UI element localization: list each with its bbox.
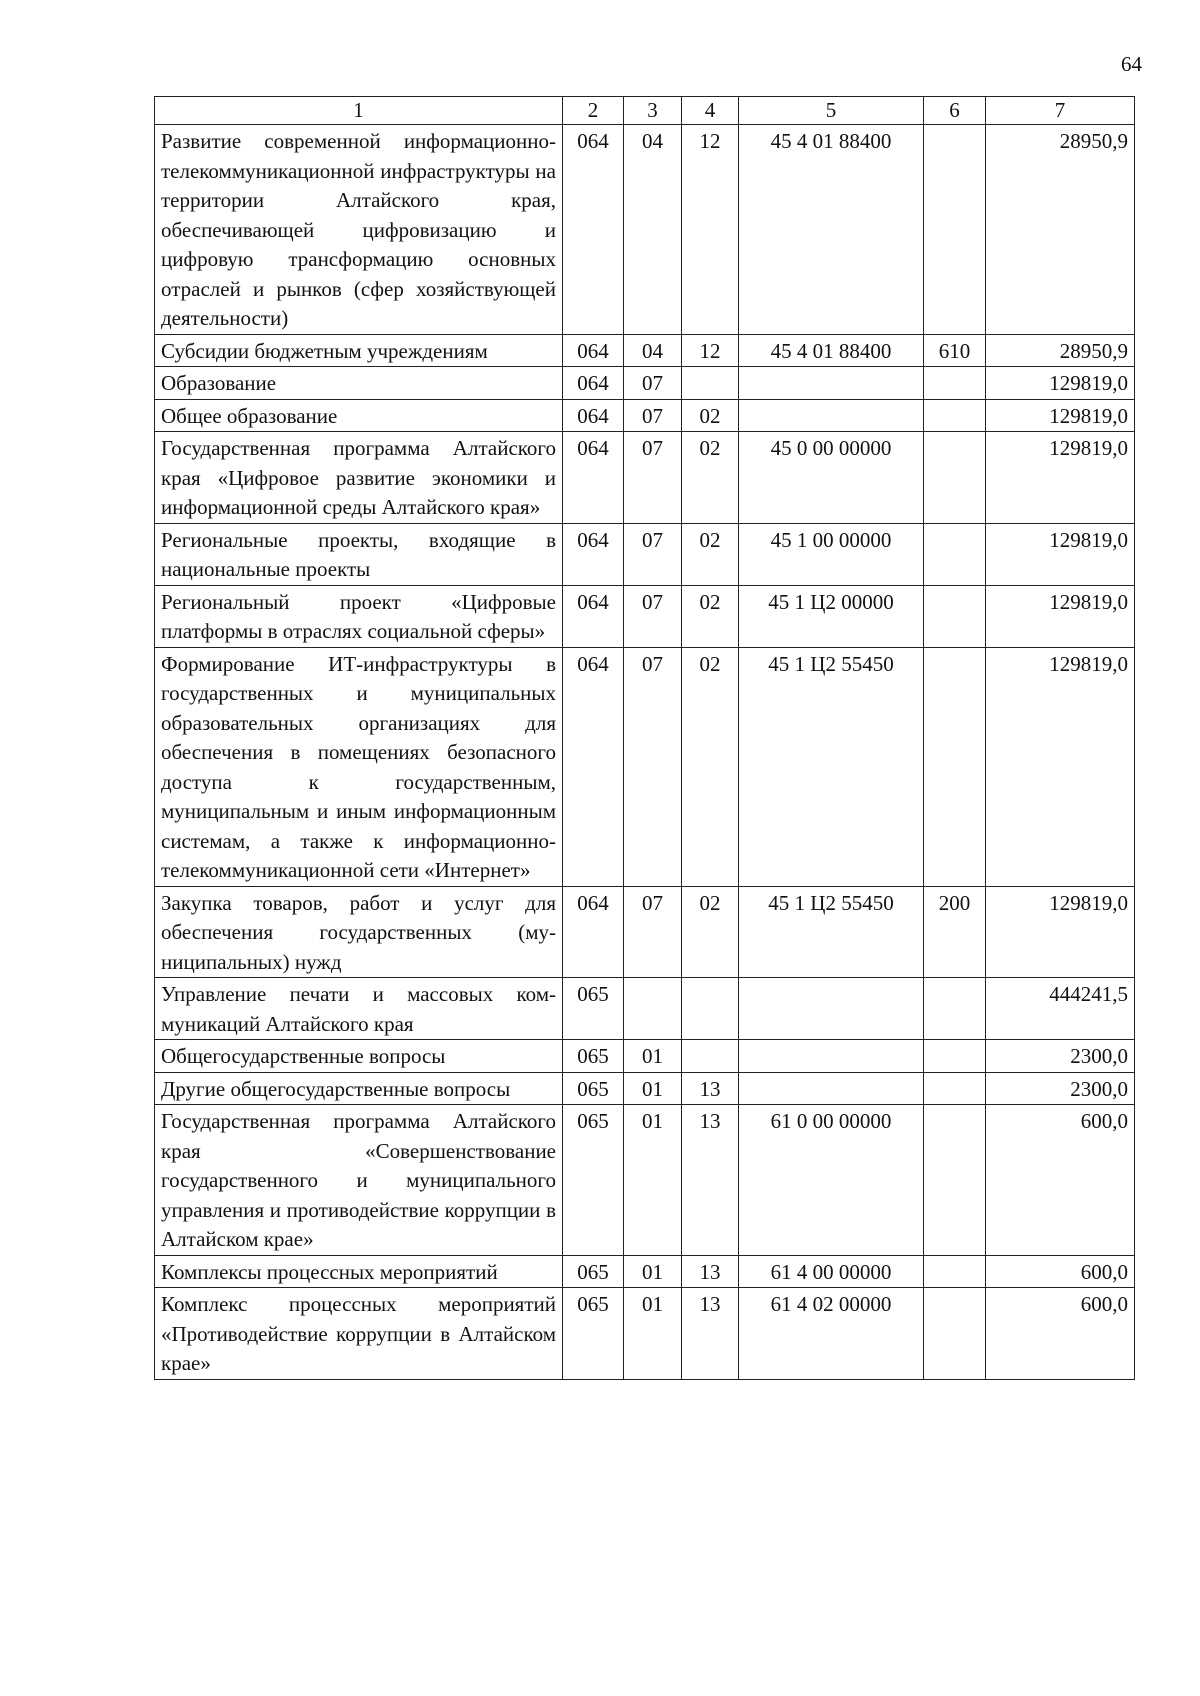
section-code-cell: 01: [624, 1105, 682, 1256]
subsection-code-cell: 02: [682, 886, 739, 978]
target-article-code-cell: 45 1 Ц2 55450: [739, 647, 924, 886]
item-name-cell: Общегосударственные вопросы: [155, 1040, 563, 1073]
table-row: [155, 886, 1135, 978]
subsection-code-cell: [682, 978, 739, 1040]
amount-cell: 129819,0: [986, 523, 1135, 585]
amount-cell: 600,0: [986, 1288, 1135, 1380]
section-code-cell: 07: [624, 523, 682, 585]
subsection-code-cell: 12: [682, 334, 739, 367]
item-name-cell: Государственная программа Алтайского края «Цифровое развитие экономики и информационной среды Алтайского края»: [155, 432, 563, 524]
target-article-code-cell: [739, 367, 924, 400]
subsection-code-cell: 13: [682, 1288, 739, 1380]
expense-type-code-cell: [924, 523, 986, 585]
item-name-cell: Комплекс процессных мероприятий «Противодействие коррупции в Алтайском крае»: [155, 1288, 563, 1380]
table-row: [155, 125, 1135, 335]
target-article-code-cell: [739, 1072, 924, 1105]
subsection-code-cell: 02: [682, 647, 739, 886]
ministry-code-cell: 065: [563, 1288, 624, 1380]
amount-cell: 129819,0: [986, 367, 1135, 400]
target-article-code-cell: 45 1 00 00000: [739, 523, 924, 585]
ministry-code-cell: 064: [563, 125, 624, 335]
expense-type-code-cell: 200: [924, 886, 986, 978]
amount-cell: 129819,0: [986, 585, 1135, 647]
subsection-code-cell: 02: [682, 399, 739, 432]
item-name-cell: Региональные проекты, входящие в национальные проекты: [155, 523, 563, 585]
table-row: [155, 1105, 1135, 1256]
ministry-code-cell: 064: [563, 334, 624, 367]
expense-type-code-cell: [924, 585, 986, 647]
ministry-code-cell: 065: [563, 978, 624, 1040]
table-row: [155, 1288, 1135, 1380]
amount-cell: 600,0: [986, 1105, 1135, 1256]
expense-type-code-cell: [924, 1040, 986, 1073]
amount-cell: 2300,0: [986, 1072, 1135, 1105]
item-name-cell: Развитие современной информационно-телекоммуникационной инфраструктуры на территории Алтайского края, обеспечивающей цифровизацию и цифровую трансформацию основных отраслей и рынков (сфер хозяйствующей деятельности): [155, 125, 563, 335]
subsection-code-cell: 02: [682, 585, 739, 647]
item-name-cell: Государственная программа Алтайского края «Совершенствование государственного и муниципального управления и противодействие коррупции в Алтайском крае»: [155, 1105, 563, 1256]
target-article-code-cell: 45 4 01 88400: [739, 125, 924, 335]
section-code-cell: 07: [624, 886, 682, 978]
section-code-cell: 07: [624, 367, 682, 400]
expense-type-code-cell: [924, 1288, 986, 1380]
item-name-cell: Другие общегосударственные вопросы: [155, 1072, 563, 1105]
amount-cell: 28950,9: [986, 125, 1135, 335]
amount-cell: 600,0: [986, 1255, 1135, 1288]
table-row: [155, 1040, 1135, 1073]
target-article-code-cell: 45 4 01 88400: [739, 334, 924, 367]
item-name-cell: Управление печати и массовых коммуникаций Алтайского края: [155, 978, 563, 1040]
section-code-cell: 07: [624, 585, 682, 647]
amount-cell: 129819,0: [986, 647, 1135, 886]
table-row: [155, 523, 1135, 585]
target-article-code-cell: [739, 978, 924, 1040]
subsection-code-cell: [682, 367, 739, 400]
section-code-cell: 01: [624, 1040, 682, 1073]
expense-type-code-cell: [924, 647, 986, 886]
ministry-code-cell: 064: [563, 886, 624, 978]
page-number: 64: [1121, 52, 1142, 76]
header-col-2: 2: [563, 97, 624, 125]
expense-type-code-cell: [924, 1072, 986, 1105]
item-name-cell: Формирование ИТ-инфраструктуры в государственных и муниципальных образовательных организациях для обеспечения в помещениях безопасного доступа к государственным, муниципальным и иным информационным системам, а также к информационно-телекоммуникационной сети «Интернет»: [155, 647, 563, 886]
expense-type-code-cell: 610: [924, 334, 986, 367]
header-col-4: 4: [682, 97, 739, 125]
header-col-3: 3: [624, 97, 682, 125]
section-code-cell: 04: [624, 125, 682, 335]
expense-type-code-cell: [924, 399, 986, 432]
section-code-cell: 01: [624, 1072, 682, 1105]
item-name-cell: Региональный проект «Цифровые платформы в отраслях социальной сферы»: [155, 585, 563, 647]
ministry-code-cell: 065: [563, 1105, 624, 1256]
section-code-cell: 01: [624, 1288, 682, 1380]
expense-type-code-cell: [924, 432, 986, 524]
table-row: [155, 399, 1135, 432]
section-code-cell: 07: [624, 432, 682, 524]
target-article-code-cell: 61 0 00 00000: [739, 1105, 924, 1256]
amount-cell: 129819,0: [986, 399, 1135, 432]
ministry-code-cell: 064: [563, 585, 624, 647]
subsection-code-cell: 13: [682, 1255, 739, 1288]
header-row: [155, 97, 1135, 125]
table-row: [155, 432, 1135, 524]
expense-type-code-cell: [924, 1105, 986, 1256]
target-article-code-cell: [739, 399, 924, 432]
ministry-code-cell: 064: [563, 647, 624, 886]
header-col-7: 7: [986, 97, 1135, 125]
header-col-1: 1: [155, 97, 563, 125]
header-col-6: 6: [924, 97, 986, 125]
target-article-code-cell: 61 4 02 00000: [739, 1288, 924, 1380]
subsection-code-cell: 02: [682, 432, 739, 524]
section-code-cell: 04: [624, 334, 682, 367]
target-article-code-cell: 45 1 Ц2 55450: [739, 886, 924, 978]
target-article-code-cell: 61 4 00 00000: [739, 1255, 924, 1288]
header-col-5: 5: [739, 97, 924, 125]
ministry-code-cell: 065: [563, 1040, 624, 1073]
expense-type-code-cell: [924, 1255, 986, 1288]
section-code-cell: 07: [624, 647, 682, 886]
section-code-cell: 01: [624, 1255, 682, 1288]
ministry-code-cell: 065: [563, 1255, 624, 1288]
amount-cell: 2300,0: [986, 1040, 1135, 1073]
item-name-cell: Субсидии бюджетным учреждениям: [155, 334, 563, 367]
item-name-cell: Образование: [155, 367, 563, 400]
target-article-code-cell: 45 0 00 00000: [739, 432, 924, 524]
budget-table: [154, 96, 1135, 1380]
amount-cell: 444241,5: [986, 978, 1135, 1040]
ministry-code-cell: 064: [563, 523, 624, 585]
ministry-code-cell: 065: [563, 1072, 624, 1105]
section-code-cell: 07: [624, 399, 682, 432]
subsection-code-cell: 02: [682, 523, 739, 585]
amount-cell: 28950,9: [986, 334, 1135, 367]
item-name-cell: Закупка товаров, работ и услуг для обеспечения государственных (муниципальных) нужд: [155, 886, 563, 978]
table-row: [155, 334, 1135, 367]
section-code-cell: [624, 978, 682, 1040]
table-row: [155, 367, 1135, 400]
expense-type-code-cell: [924, 978, 986, 1040]
subsection-code-cell: 13: [682, 1105, 739, 1256]
target-article-code-cell: [739, 1040, 924, 1073]
table-row: [155, 1255, 1135, 1288]
amount-cell: 129819,0: [986, 886, 1135, 978]
subsection-code-cell: 12: [682, 125, 739, 335]
ministry-code-cell: 064: [563, 399, 624, 432]
expense-type-code-cell: [924, 125, 986, 335]
table-row: [155, 647, 1135, 886]
ministry-code-cell: 064: [563, 432, 624, 524]
table-row: [155, 978, 1135, 1040]
table-row: [155, 1072, 1135, 1105]
subsection-code-cell: 13: [682, 1072, 739, 1105]
item-name-cell: Общее образование: [155, 399, 563, 432]
item-name-cell: Комплексы процессных мероприятий: [155, 1255, 563, 1288]
subsection-code-cell: [682, 1040, 739, 1073]
target-article-code-cell: 45 1 Ц2 00000: [739, 585, 924, 647]
ministry-code-cell: 064: [563, 367, 624, 400]
expense-type-code-cell: [924, 367, 986, 400]
table-row: [155, 585, 1135, 647]
amount-cell: 129819,0: [986, 432, 1135, 524]
